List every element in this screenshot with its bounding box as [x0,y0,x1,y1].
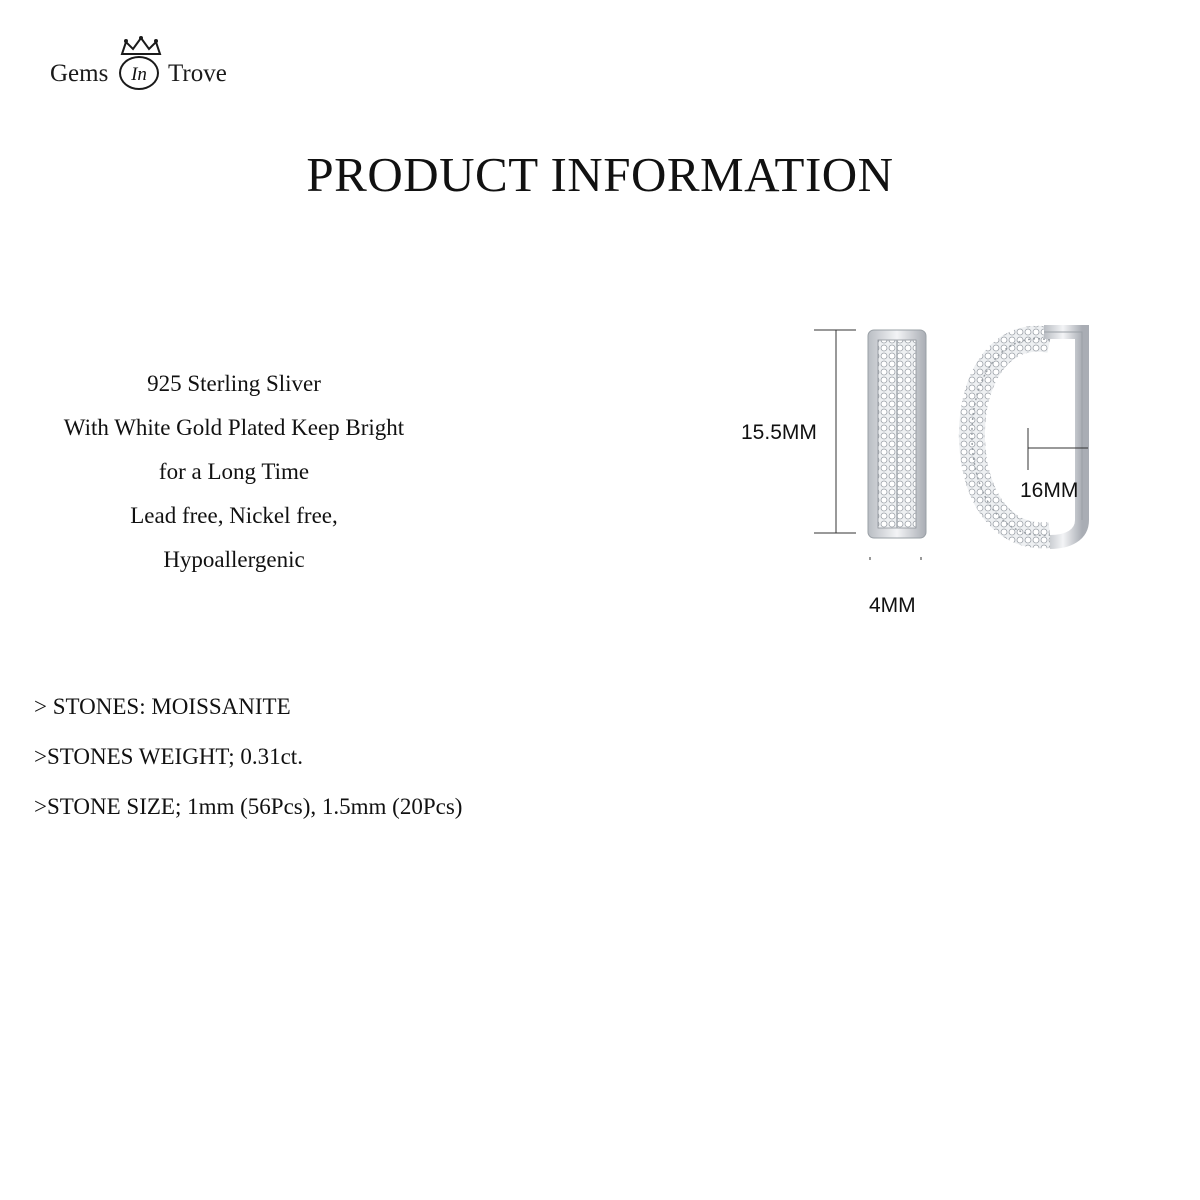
earring-illustration [800,320,1120,560]
spec-line: >STONE SIZE; 1mm (56Pcs), 1.5mm (20Pcs) [34,794,463,819]
earring-front-view [868,330,926,538]
stone-specs [34,682,462,832]
description-line: With White Gold Plated Keep Bright [63,415,405,440]
width-dimension-label: 4MM [869,594,916,617]
brand-name-left: Gems [50,60,109,87]
spec-line: >STONES WEIGHT; 0.31ct. [34,744,303,769]
description-line: 925 Sterling Sliver [147,371,321,396]
description-line: for a Long Time [158,459,310,484]
brand-name-right: Trove [168,60,227,87]
description-line: Hypoallergenic [163,547,305,572]
description-line: Lead free, Nickel free, [130,503,338,528]
brand-logo [50,36,250,96]
height-dimension-label: 15.5MM [741,421,817,444]
product-description [20,362,448,582]
spec-line: > STONES: MOISSANITE [34,694,291,719]
crown-icon [118,36,164,58]
diameter-dimension-label: 16MM [1020,479,1079,502]
page-title: PRODUCT INFORMATION [306,147,894,202]
brand-name-middle: In [119,56,159,90]
earring-side-view [972,332,1082,542]
